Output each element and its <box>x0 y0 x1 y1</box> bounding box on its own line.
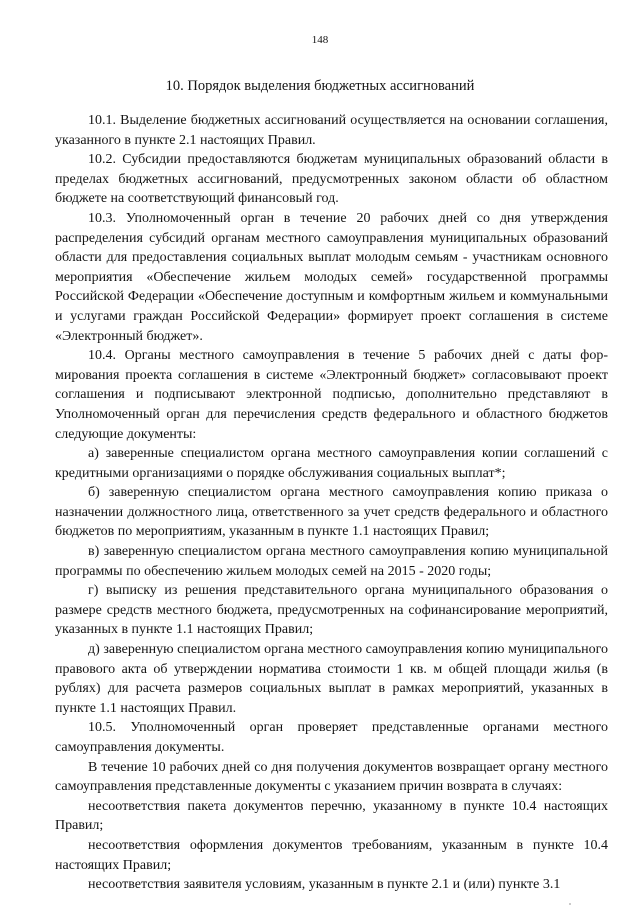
paragraph-10-1: 10.1. Выделение бюджетных ассигнований осуществляется на основании соглашения, указанного в пункте 2.1 настоящих Правил. <box>55 113 608 148</box>
document-body <box>55 106 608 895</box>
paragraph-10-5: 10.5. Уполномоченный орган проверяет представленные органами местного самоуправления документы. <box>55 720 608 755</box>
paragraph-10-3: 10.3. Уполномоченный орган в течение 20 рабочих дней со дня утверждения распределения субсидий органам местного самоуправления муниципальных образований области для предоставления социальных выплат молодым семьям - участникам основного мероприятия «Обеспечение жильем молодых семей» государственной программы Российской Федерации «Обеспечение доступным и комфортным жильем и коммунальными и услугами граждан Российской Федерации» формирует проект соглашения в системе «Электронный бюджет». <box>55 210 608 344</box>
list-item-b: б) заверенную специалистом органа местного самоуправления копию приказа о назначении должностного лица, ответственного за учет средств федерального и областного бюджетов по мероприятиям, указанным в пункте 1.1 настоящих Правил; <box>55 485 608 540</box>
list-item-g: г) выписку из решения представительного органа муниципального образования о размере средств местного бюджета, предусмотренных на софинансирование мероприятий, указанных в пункте 1.1 настоящих Правил; <box>55 583 608 638</box>
page-number: 148 <box>311 34 329 46</box>
paragraph-return-intro: В течение 10 рабочих дней со дня получения документов возвращает органу местного самоуправления представленные документы с указанием причин возврата в случаях: <box>55 759 608 795</box>
case-item-1: несоответствия пакета документов перечню, указанному в пункте 10.4 настоящих Правил; <box>55 798 608 834</box>
paragraph-10-2: 10.2. Субсидии предоставляются бюджетам муниципальных образований области в пределах бюджетных ассигнований, предусмотренных законом области об областном бюджете на соответствующий финансовый год. <box>55 152 608 207</box>
list-item-v: в) заверенную специалистом органа местного самоуправления копию муниципальной программы по обеспечению жильем молодых семей на 2015 - 2020 годы; <box>55 544 608 579</box>
paragraph-10-4: 10.4. Органы местного самоуправления в течение 5 рабочих дней с даты формирования проекта соглашения в системе «Электронный бюджет» согласовывают проект соглашения и подписывают электронной подписью, дополнительно представляют в Уполномоченный орган для перечисления средств федерального и областного бюджетов следующие документы: <box>55 348 608 442</box>
list-item-a: а) заверенные специалистом органа местного самоуправления копии соглашений с кредитными организациями о порядке обслуживания социальных выплат*; <box>55 446 608 481</box>
section-title: 10. Порядок выделения бюджетных ассигнований <box>165 78 475 94</box>
case-item-2: несоответствия оформления документов требованиям, указанным в пункте 10.4 настоящих Правил; <box>55 837 608 873</box>
list-item-d: д) заверенную специалистом органа местного самоуправления копию муниципального правового акта об утверждении норматива стоимости 1 кв. м общей площади жилья (в рублях) для расчета размеров социальных выплат в рамках мероприятий, указанных в пункте 1.1 настоящих Правил. <box>55 642 608 716</box>
case-item-3: несоответствия заявителя условиям, указанным в пункте 2.1 и (или) пункте 3.1 <box>88 877 561 893</box>
